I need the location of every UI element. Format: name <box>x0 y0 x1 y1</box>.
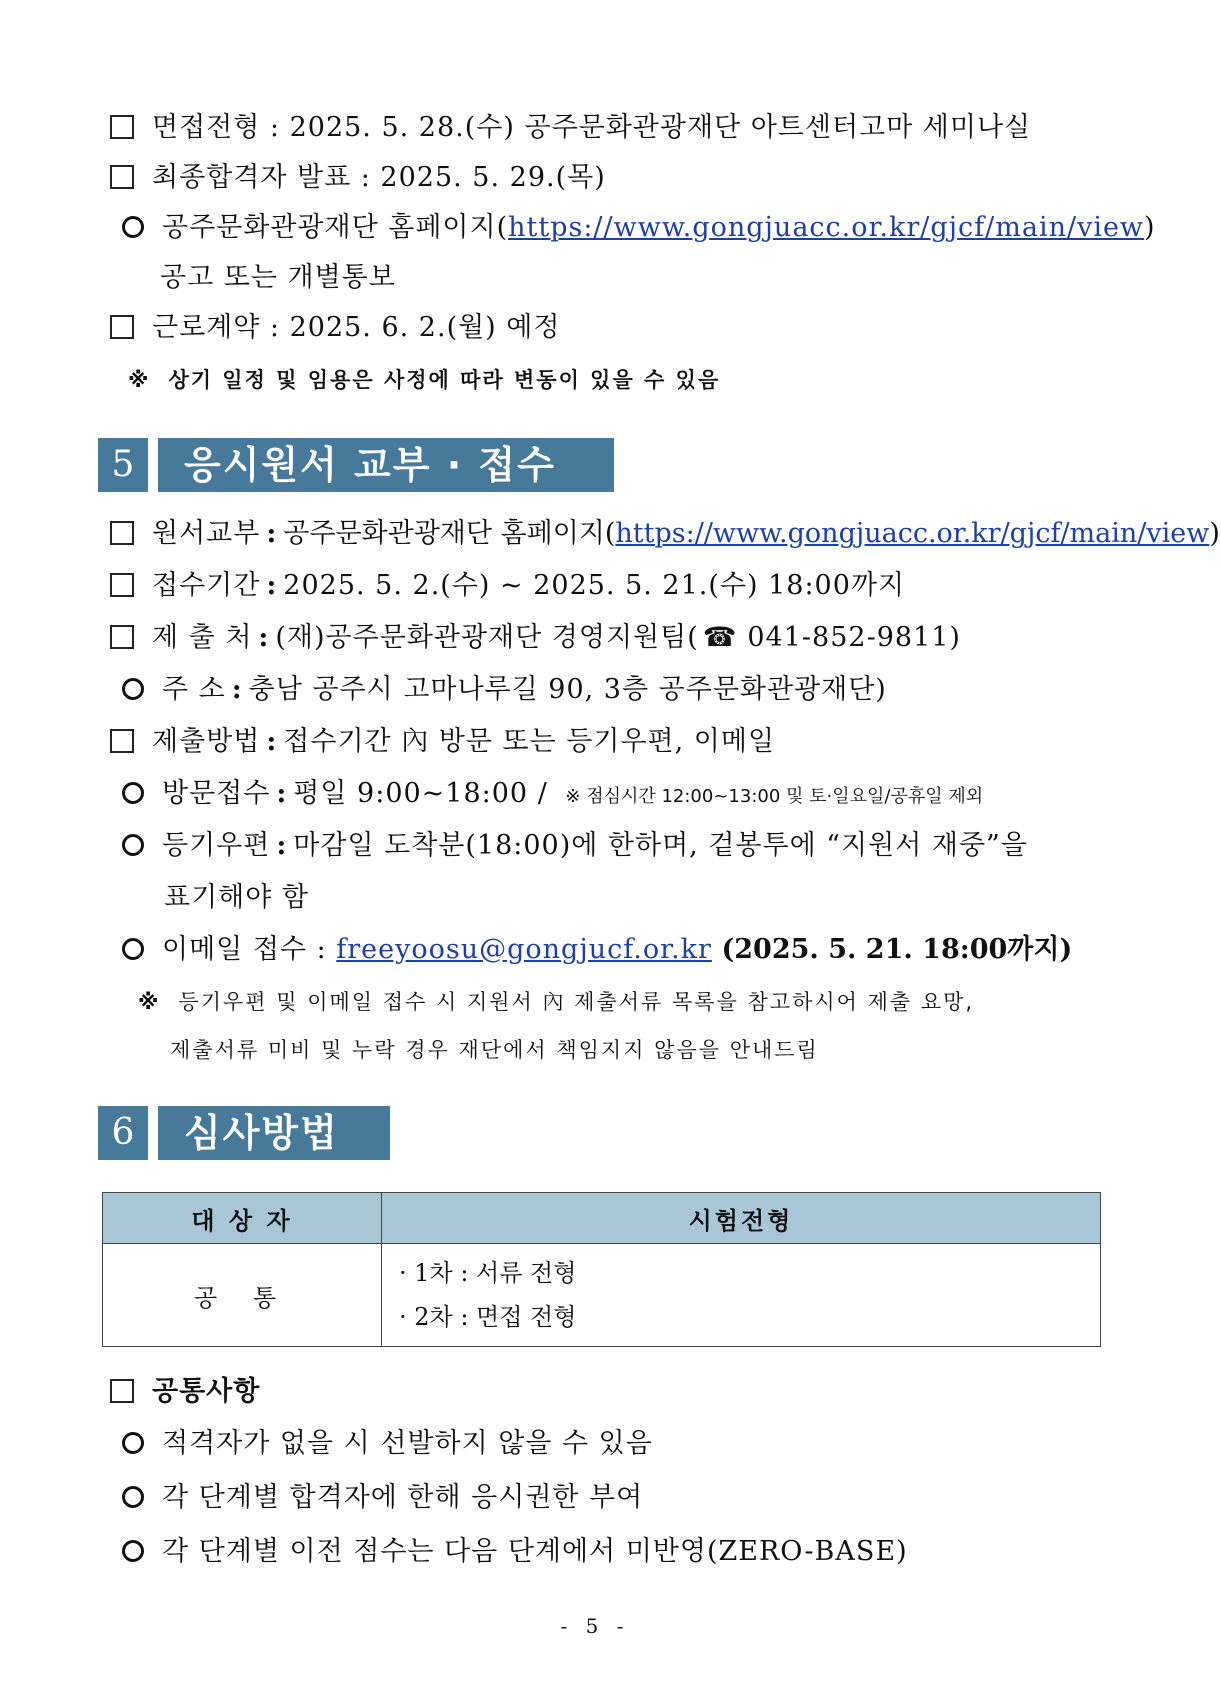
header-exam: 시험전형 <box>382 1193 1101 1244</box>
method-row: 제출방법 : 접수기간 內 방문 또는 등기우편, 이메일 <box>110 724 775 760</box>
final-announcement: 최종합격자 발표 : 2025. 5. 29.(목) <box>110 160 606 196</box>
circle-bullet-icon <box>122 938 144 960</box>
circle-bullet-icon <box>122 1486 144 1508</box>
visit-row: 방문접수 : 평일 9:00~18:00 / ※ 점심시간 12:00~13:00 및 토·일요일/공휴일 제외 <box>122 776 983 815</box>
submission-note: ※ 등기우편 및 이메일 접수 시 지원서 內 제출서류 목록을 참고하시어 제출 요망, <box>138 990 975 1014</box>
common-title: 공통사항 <box>110 1374 260 1410</box>
email-link[interactable]: freeyoosu@gongjucf.or.kr <box>336 934 712 965</box>
checkbox-icon <box>110 315 134 339</box>
checkbox-icon <box>110 625 134 649</box>
checkbox-icon <box>110 573 134 597</box>
common-item: 각 단계별 합격자에 한해 응시권한 부여 <box>122 1480 643 1516</box>
circle-bullet-icon <box>122 1540 144 1562</box>
interview-schedule: 면접전형 : 2025. 5. 28.(수) 공주문화관광재단 아트센터고마 세미나실 <box>110 110 1031 146</box>
common-item: 각 단계별 이전 점수는 다음 단계에서 미반영(ZERO-BASE) <box>122 1534 908 1570</box>
announcement-method-line2: 공고 또는 개별통보 <box>160 262 396 293</box>
checkbox-icon <box>110 521 134 545</box>
schedule-disclaimer: ※ 상기 일정 및 임용은 사정에 따라 변동이 있을 수 있음 <box>128 368 721 392</box>
mail-row-line2: 표기해야 함 <box>164 882 309 913</box>
circle-bullet-icon <box>122 834 144 856</box>
section-6-number: 6 <box>98 1106 148 1160</box>
target-cell: 공 통 <box>103 1244 382 1347</box>
address-row: 주 소 : 충남 공주시 고마나루길 90, 3층 공주문화관광재단) <box>122 672 887 708</box>
common-item: 적격자가 없을 시 선발하지 않을 수 있음 <box>122 1426 653 1462</box>
email-row: 이메일 접수 : freeyoosu@gongjucf.or.kr (2025. 5. 21. 18:00까지) <box>122 932 1072 968</box>
distribution-row: 원서교부 : 공주문화관광재단 홈페이지(https://www.gongjuacc.or.kr/gjcf/main/view) <box>110 516 1221 552</box>
homepage-link[interactable]: https://www.gongjuacc.or.kr/gjcf/main/view <box>615 518 1210 549</box>
exam-method-table <box>102 1192 1101 1347</box>
header-target: 대 상 자 <box>103 1193 382 1244</box>
submission-place-row: 제 출 처 : (재)공주문화관광재단 경영지원팀( ☎ 041-852-9811) <box>110 620 961 656</box>
homepage-link[interactable]: https://www.gongjuacc.or.kr/gjcf/main/view <box>508 212 1145 243</box>
circle-bullet-icon <box>122 1432 144 1454</box>
exam-item: · 2차 : 면접 전형 <box>399 1303 577 1331</box>
checkbox-icon <box>110 1379 134 1403</box>
checkbox-icon <box>110 729 134 753</box>
circle-bullet-icon <box>122 216 144 238</box>
contract-date: 근로계약 : 2025. 6. 2.(월) 예정 <box>110 310 560 346</box>
phone-icon: ☎ <box>702 622 738 653</box>
checkbox-icon <box>110 115 134 139</box>
mail-row: 등기우편 : 마감일 도착분(18:00)에 한하며, 겉봉투에 “지원서 재중”을 <box>122 828 1028 864</box>
submission-note-line2: 제출서류 미비 및 누락 경우 재단에서 책임지지 않음을 안내드림 <box>170 1038 819 1062</box>
exam-cell <box>382 1244 1101 1347</box>
announcement-method: 공주문화관광재단 홈페이지(https://www.gongjuacc.or.kr/gjcf/main/view) <box>122 210 1156 246</box>
circle-bullet-icon <box>122 678 144 700</box>
section-6-title: 심사방법 <box>158 1106 390 1160</box>
checkbox-icon <box>110 165 134 189</box>
section-5-number: 5 <box>98 438 148 492</box>
section-5-title: 응시원서 교부 · 접수 <box>158 438 614 492</box>
period-row: 접수기간 : 2025. 5. 2.(수) ~ 2025. 5. 21.(수) 18:00까지 <box>110 568 905 604</box>
exam-item: · 1차 : 서류 전형 <box>399 1259 577 1287</box>
circle-bullet-icon <box>122 782 144 804</box>
page-number: - 5 - <box>560 1614 630 1638</box>
